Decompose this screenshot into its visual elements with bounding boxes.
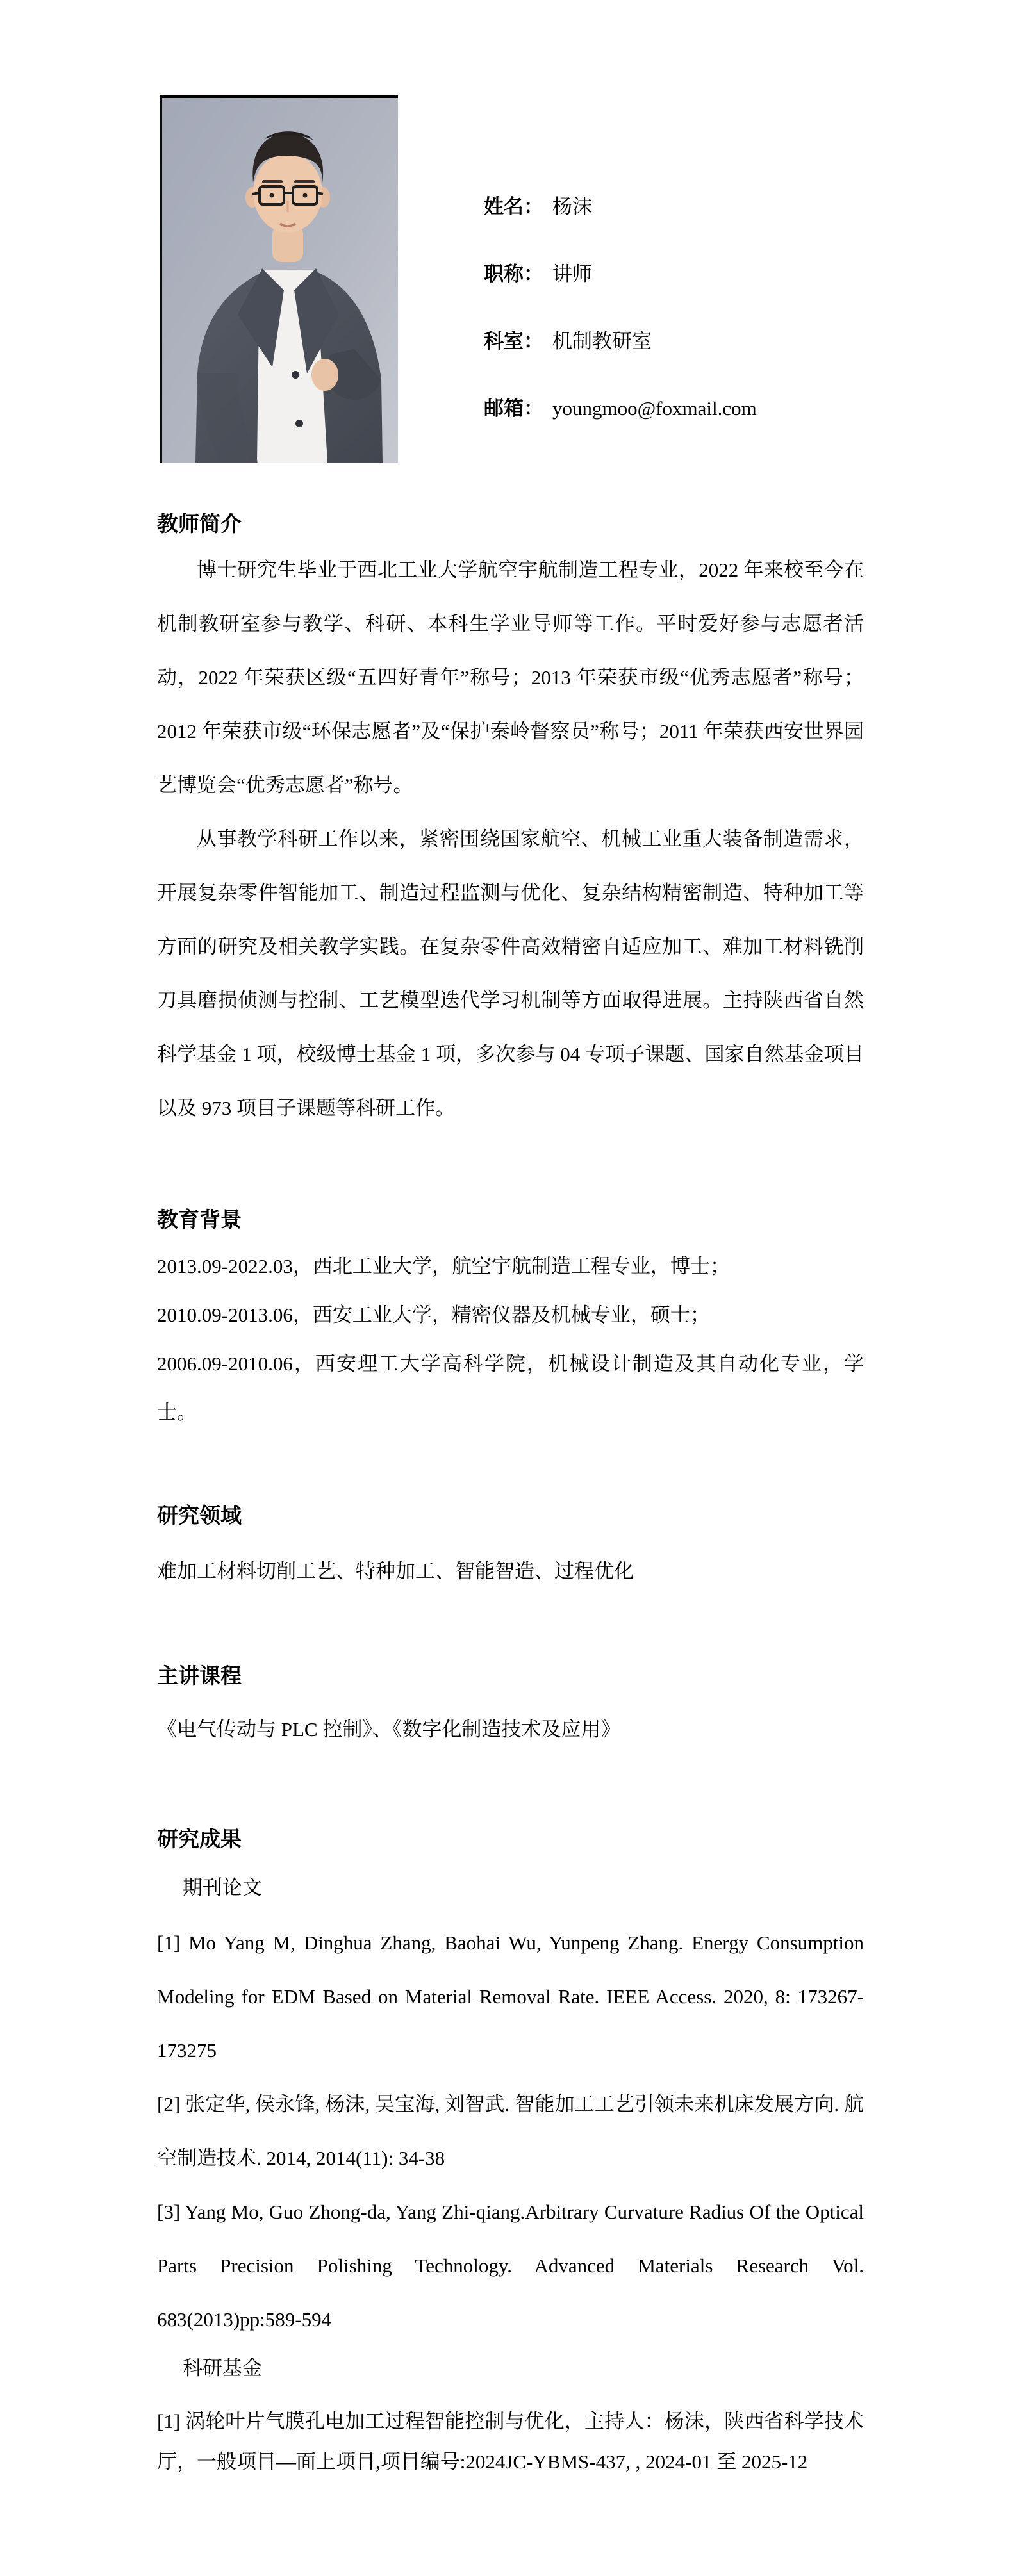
subheading-research-funds: 科研基金 [183, 2357, 262, 2379]
section-title-achievements: 研究成果 [157, 1828, 242, 1851]
field-title-label: 职称： [484, 263, 543, 285]
section-title-research-fields: 研究领域 [157, 1505, 242, 1528]
section-title-education: 教育背景 [157, 1209, 242, 1232]
education-item-1: 2013.09-2022.03，西北工业大学，航空宇航制造工程专业，博士； [157, 1255, 730, 1277]
courses-text: 《电气传动与 PLC 控制》、《数字化制造技术及应用》 [157, 1718, 621, 1741]
profile-document [157, 500, 864, 2482]
field-name-label: 姓名： [484, 195, 543, 218]
paper-entry-3: [3] Yang Mo, Guo Zhong-da, Yang Zhi-qiang.Arbitrary Curvature Radius Of the Optical Parts Precision Polishing Technology. Advanced Materials Research Vol. 683(2013)pp:589-594 [157, 2201, 864, 2331]
education-list [157, 1242, 864, 1437]
field-title [484, 263, 757, 286]
research-fields-text: 难加工材料切削工艺、特种加工、智能智造、过程优化 [157, 1560, 634, 1582]
field-name-value: 杨沫 [552, 195, 592, 218]
fund-entry-1: [1] 涡轮叶片气膜孔电加工过程智能控制与优化，主持人：杨沫，陕西省科学技术厅，一般项目—面上项目,项目编号:2024JC-YBMS-437, , 2024-01 至 2025-12 [157, 2410, 864, 2473]
section-title-courses: 主讲课程 [157, 1665, 242, 1688]
field-department-label: 科室： [484, 330, 543, 352]
intro-paragraph-1: 博士研究生毕业于西北工业大学航空宇航制造工程专业，2022 年来校至今在机制教研室参与教学、科研、本科生学业导师等工作。平时爱好参与志愿者活动，2022 年荣获区级“五四好青年”称号；2013 年荣获市级“优秀志愿者”称号；2012 年荣获市级“环保志愿者”及“保护秦岭督察员”称号；2011 年荣获西安世界园艺博览会“优秀志愿者”称号。 [157, 559, 864, 796]
education-item-3: 2006.09-2010.06，西安理工大学高科学院，机械设计制造及其自动化专业，学士。 [157, 1352, 864, 1423]
section-title-intro: 教师简介 [157, 513, 242, 536]
journal-paper-list [157, 1916, 864, 2347]
portrait-illustration [162, 98, 398, 463]
education-item-2: 2010.09-2013.06，西安工业大学，精密仪器及机械专业，硕士； [157, 1304, 710, 1326]
field-title-value: 讲师 [552, 263, 592, 285]
field-name [484, 195, 757, 218]
basic-info-list [484, 195, 757, 464]
field-department-value: 机制教研室 [552, 330, 652, 352]
paper-entry-2: [2] 张定华, 侯永锋, 杨沫, 吴宝海, 刘智武. 智能加工工艺引领未来机床发展方向. 航空制造技术. 2014, 2014(11): 34-38 [157, 2093, 864, 2169]
field-department [484, 330, 757, 353]
field-email-label: 邮箱： [484, 397, 543, 420]
intro-paragraph-2: 从事教学科研工作以来，紧密围绕国家航空、机械工业重大装备制造需求，开展复杂零件智能加工、制造过程监测与优化、复杂结构精密制造、特种加工等方面的研究及相关教学实践。在复杂零件高效精密自适应加工、难加工材料铣削刀具磨损侦测与控制、工艺模型迭代学习机制等方面取得进展。主持陕西省自然科学基金 1 项，校级博士基金 1 项，多次参与 04 专项子课题、国家自然基金项目以及 973 项目子课题等科研工作。 [157, 828, 864, 1119]
field-email-value: youngmoo@foxmail.com [552, 397, 757, 420]
paper-entry-1: [1] Mo Yang M, Dinghua Zhang, Baohai Wu, Yunpeng Zhang. Energy Consumption Modeling for EDM Based on Material Removal Rate. IEEE Access. 2020, 8: 173267-173275 [157, 1932, 864, 2062]
field-email [484, 397, 757, 420]
subheading-journal-papers: 期刊论文 [183, 1876, 262, 1899]
teacher-photo [160, 95, 398, 463]
